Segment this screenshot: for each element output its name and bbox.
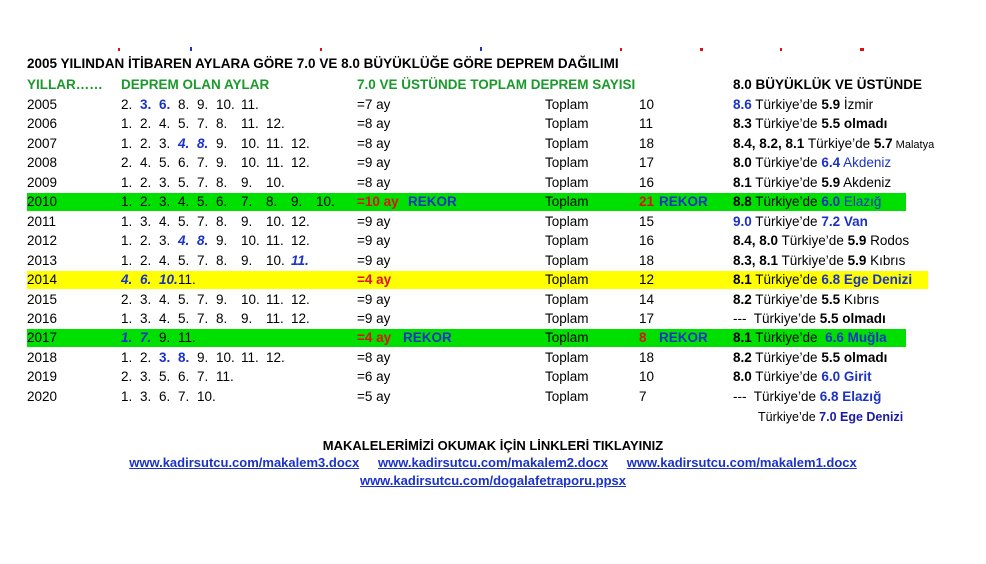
month-value: 11.	[178, 272, 196, 288]
eight-part: 8.6	[733, 97, 752, 112]
month-value: 10.	[159, 272, 178, 288]
month-value: 11.	[178, 330, 196, 346]
extra-line	[758, 410, 903, 424]
month-value: 4.	[159, 291, 171, 307]
month-value: 11.	[241, 349, 259, 365]
month-value: 9.	[216, 135, 228, 151]
count-cell: 21	[639, 194, 655, 210]
month-value: 2.	[140, 135, 152, 151]
month-value: 9.	[197, 349, 209, 365]
month-value: 5.	[197, 194, 209, 210]
year-cell: 2006	[27, 116, 58, 132]
month-value: 11.	[241, 116, 259, 132]
month-value: 10.	[216, 349, 235, 365]
month-value: 4.	[159, 310, 171, 326]
eight-part: Türkiye’de	[804, 135, 874, 151]
month-value: 8.	[216, 174, 228, 190]
month-value: 11.	[266, 291, 284, 307]
month-value: 10.	[266, 174, 285, 190]
eight-part: Türkiye’de	[751, 213, 822, 229]
eight-part: 5.9	[847, 252, 867, 268]
month-count-cell: =5 ay	[357, 388, 391, 404]
month-value: 2.	[140, 174, 152, 190]
month-value: 6.	[159, 97, 171, 112]
month-value: 2.	[140, 233, 152, 249]
page-title: 2005 YILINDAN İTİBAREN AYLARA GÖRE 7.0 VE 8.0 BÜYÜKLÜĞE GÖRE DEPREM DAĞILIMI	[27, 56, 619, 71]
month-count-cell: =4 ay	[357, 330, 392, 346]
month-value: 3.	[159, 349, 171, 365]
eight-part: 8.1	[733, 272, 752, 288]
month-value: 3.	[159, 174, 171, 190]
eight-cell	[733, 175, 891, 190]
link-makalem1[interactable]: www.kadirsutcu.com/makalem1.docx	[626, 455, 857, 470]
month-value: 11.	[266, 155, 284, 171]
month-value: 11.	[241, 97, 259, 112]
month-value: 1.	[121, 135, 133, 151]
month-value: 1.	[121, 349, 133, 365]
eight-part: 8.0	[733, 369, 752, 385]
count-cell: 17	[639, 155, 655, 171]
month-value: 3.	[140, 97, 152, 112]
month-value: 10.	[241, 233, 260, 249]
year-cell: 2015	[27, 291, 58, 307]
month-value: 9.	[197, 97, 209, 112]
month-count-cell: =7 ay	[357, 97, 391, 112]
toplam-label: Toplam	[545, 369, 589, 385]
month-count-cell: =9 ay	[357, 233, 391, 249]
eight-part: 8.2	[733, 291, 752, 307]
month-value: 12.	[266, 116, 285, 132]
eight-part: Türkiye’de	[751, 330, 826, 346]
toplam-label: Toplam	[545, 116, 589, 132]
table-row	[0, 114, 986, 134]
eight-part: Türkiye’de	[751, 97, 822, 112]
month-value: 11.	[266, 135, 284, 151]
eight-cell	[733, 116, 887, 131]
toplam-label: Toplam	[545, 233, 589, 249]
toplam-label: Toplam	[545, 291, 589, 307]
year-cell: 2018	[27, 349, 58, 365]
month-value: 6.	[216, 194, 228, 210]
table-row	[0, 251, 986, 271]
month-value: 8.	[216, 310, 228, 326]
month-value: 3.	[159, 135, 171, 151]
month-value: 5.	[178, 174, 190, 190]
month-value: 4.	[178, 194, 190, 210]
eight-part: Türkiye’de	[746, 388, 820, 404]
eight-part: Türkiye’de	[778, 252, 848, 268]
month-value: 6.	[178, 155, 190, 171]
table-row	[0, 309, 986, 329]
month-value: 7.	[197, 310, 209, 326]
year-cell: 2017	[27, 330, 58, 346]
toplam-label: Toplam	[545, 194, 589, 210]
year-cell: 2020	[27, 388, 58, 404]
month-value: 9.	[241, 174, 253, 190]
month-count-cell: =9 ay	[357, 213, 391, 229]
table-row	[0, 231, 986, 251]
year-cell: 2012	[27, 233, 58, 249]
eight-cell	[733, 194, 881, 209]
eight-cell	[733, 311, 886, 326]
eight-part: Türkiye’de	[746, 310, 820, 326]
eight-cell	[733, 253, 905, 268]
month-value: 4.	[140, 155, 152, 171]
year-cell: 2010	[27, 194, 58, 210]
month-count-cell: =9 ay	[357, 155, 391, 171]
month-value: 2.	[121, 369, 133, 385]
table-row	[0, 173, 986, 193]
count-cell: 10	[639, 369, 655, 385]
eight-part: Türkiye’de	[751, 291, 822, 307]
month-value: 2.	[140, 194, 152, 210]
count-rekor-label: REKOR	[659, 330, 708, 346]
month-value: 8.	[216, 116, 228, 132]
month-value: 1.	[121, 174, 133, 190]
count-cell: 16	[639, 174, 655, 190]
month-value: 5.	[159, 369, 171, 385]
month-value: 10.	[266, 252, 285, 268]
year-cell: 2008	[27, 155, 58, 171]
month-value: 8.	[266, 194, 278, 210]
eight-part: İzmir	[840, 97, 874, 112]
month-value: 5.	[159, 155, 171, 171]
month-count-cell: =8 ay	[357, 174, 391, 190]
link-makalem3[interactable]: www.kadirsutcu.com/makalem3.docx	[129, 455, 360, 470]
month-value: 4.	[178, 135, 190, 151]
eight-part: Türkiye’de	[778, 233, 848, 249]
rekor-label: REKOR	[403, 330, 452, 346]
month-value: 3.	[140, 388, 152, 404]
month-value: 12.	[291, 155, 310, 171]
month-value: 7.	[197, 174, 209, 190]
toplam-label: Toplam	[545, 252, 589, 268]
eight-part: 8.3, 8.1	[733, 252, 779, 268]
month-value: 3.	[140, 369, 152, 385]
month-value: 10.	[197, 388, 216, 404]
toplam-label: Toplam	[545, 349, 589, 365]
month-count-cell: =10 ay	[357, 194, 399, 210]
month-value: 5.	[178, 116, 190, 132]
month-value: 8.	[197, 135, 209, 151]
month-value: 1.	[121, 310, 133, 326]
month-value: 11.	[216, 369, 234, 385]
eight-part: 6.6 Muğla	[825, 330, 887, 346]
extra-line-value: 7.0 Ege Denizi	[819, 410, 904, 424]
eight-part: 8.0	[733, 155, 752, 171]
eight-part: Türkiye’de	[751, 155, 822, 171]
count-cell: 18	[639, 349, 655, 365]
month-value: 7.	[197, 155, 209, 171]
table-row	[0, 367, 986, 387]
eight-cell	[733, 292, 879, 307]
eight-part: 9.0	[733, 213, 752, 229]
month-value: 6.	[140, 272, 152, 288]
eight-part: 8.4, 8.2, 8.1	[733, 135, 805, 151]
month-value: 2.	[121, 155, 133, 171]
month-value: 10.	[266, 213, 285, 229]
year-cell: 2013	[27, 252, 58, 268]
eight-part: 5.5	[821, 291, 841, 307]
header-years: YILLAR……	[27, 77, 103, 92]
month-value: 4.	[121, 272, 133, 288]
month-value: 4.	[159, 252, 171, 268]
month-count-cell: =8 ay	[357, 116, 391, 132]
eight-part: 6.0	[821, 194, 841, 210]
eight-part: Türkiye’de	[751, 116, 822, 132]
toplam-label: Toplam	[545, 174, 589, 190]
month-value: 12.	[291, 233, 310, 249]
month-value: 1.	[121, 194, 133, 210]
eight-cell	[733, 155, 891, 170]
eight-cell	[733, 97, 873, 112]
toplam-label: Toplam	[545, 388, 589, 404]
table-row	[0, 212, 986, 232]
links-title: MAKALELERİMİZİ OKUMAK İÇİN LİNKLERİ TIKLAYINIZ	[322, 438, 664, 453]
toplam-label: Toplam	[545, 97, 589, 112]
table-row	[0, 348, 986, 368]
month-value: 5.	[178, 291, 190, 307]
eight-part: 5.9	[821, 97, 841, 112]
table-row	[0, 192, 986, 212]
month-value: 1.	[121, 116, 133, 132]
header-total: 7.0 VE ÜSTÜNDE TOPLAM DEPREM SAYISI	[357, 77, 636, 92]
eight-part: 5.5 olmadı	[821, 116, 888, 132]
month-value: 11.	[266, 233, 284, 249]
month-value: 7.	[241, 194, 253, 210]
count-cell: 18	[639, 252, 655, 268]
count-cell: 8	[639, 330, 647, 346]
month-value: 4.	[159, 213, 171, 229]
month-value: 3.	[140, 291, 152, 307]
table-row	[0, 387, 986, 407]
month-value: 4.	[159, 116, 171, 132]
eight-cell	[733, 272, 912, 287]
month-value: 12.	[266, 349, 285, 365]
month-value: 2.	[121, 291, 133, 307]
count-cell: 12	[639, 272, 655, 288]
month-value: 2.	[140, 252, 152, 268]
links-row-2	[0, 473, 986, 488]
eight-part: Türkiye’de	[751, 194, 822, 210]
eight-part: Rodos	[866, 233, 910, 249]
month-value: 2.	[140, 349, 152, 365]
eight-part: 6.0 Girit	[821, 369, 872, 385]
month-value: 3.	[159, 194, 171, 210]
eight-part: 5.5 olmadı	[819, 310, 886, 326]
eight-part: Elazığ	[840, 194, 882, 210]
year-cell: 2014	[27, 272, 58, 288]
month-value: 2.	[121, 97, 133, 112]
month-value: 1.	[121, 388, 133, 404]
month-count-cell: =8 ay	[357, 135, 391, 151]
eight-part: ---	[733, 310, 747, 326]
eight-part: 6.4	[821, 155, 841, 171]
month-value: 12.	[291, 310, 310, 326]
month-value: 10.	[241, 155, 260, 171]
month-value: 9.	[216, 233, 228, 249]
eight-part: Türkiye’de	[751, 174, 822, 190]
link-makalem2[interactable]: www.kadirsutcu.com/makalem2.docx	[378, 455, 608, 470]
eight-part: 5.9	[821, 174, 841, 190]
year-cell: 2009	[27, 174, 58, 190]
eight-part: Kıbrıs	[840, 291, 880, 307]
month-value: 2.	[140, 116, 152, 132]
month-value: 9.	[241, 213, 253, 229]
toplam-label: Toplam	[545, 272, 589, 288]
month-value: 7.	[197, 213, 209, 229]
month-value: 1.	[121, 330, 133, 346]
month-value: 7.	[197, 369, 209, 385]
eight-cell	[733, 369, 872, 384]
month-value: 1.	[121, 213, 133, 229]
eight-part: 6.8 Ege Denizi	[821, 272, 913, 288]
month-value: 10.	[241, 291, 260, 307]
month-count-cell: =8 ay	[357, 349, 391, 365]
eight-part: 7.2 Van	[821, 213, 868, 229]
month-value: 5.	[178, 310, 190, 326]
month-value: 9.	[241, 310, 253, 326]
month-value: 7.	[197, 252, 209, 268]
toplam-label: Toplam	[545, 155, 589, 171]
month-count-cell: =6 ay	[357, 369, 391, 385]
eight-part: 8.1	[733, 330, 752, 346]
eight-part: 8.3	[733, 116, 752, 132]
month-value: 1.	[121, 252, 133, 268]
eight-part: 8.1	[733, 174, 752, 190]
month-count-cell: =9 ay	[357, 310, 391, 326]
year-cell: 2005	[27, 97, 58, 112]
eight-part: 8.8	[733, 194, 752, 210]
month-value: 11.	[266, 310, 284, 326]
month-value: 10.	[316, 194, 335, 210]
month-value: 10.	[241, 135, 260, 151]
eight-part: Türkiye’de	[751, 272, 822, 288]
month-value: 6.	[159, 388, 171, 404]
month-count-cell: =9 ay	[357, 291, 391, 307]
count-cell: 18	[639, 135, 655, 151]
count-cell: 15	[639, 213, 655, 229]
links-row-1	[0, 455, 986, 470]
month-value: 7.	[197, 291, 209, 307]
eight-part: ---	[733, 388, 747, 404]
year-cell: 2016	[27, 310, 58, 326]
table-row	[0, 134, 986, 154]
month-value: 3.	[159, 233, 171, 249]
month-value: 9.	[241, 252, 253, 268]
month-value: 12.	[291, 213, 310, 229]
month-value: 4.	[178, 233, 190, 249]
table-row	[0, 328, 986, 348]
month-value: 11.	[291, 252, 309, 268]
count-cell: 16	[639, 233, 655, 249]
eight-cell	[733, 389, 881, 404]
table-row	[0, 290, 986, 310]
toplam-label: Toplam	[545, 135, 589, 151]
count-rekor-label: REKOR	[659, 194, 708, 210]
month-value: 10.	[216, 97, 235, 112]
month-value: 9.	[159, 330, 171, 346]
count-cell: 7	[639, 388, 647, 404]
eight-part: 8.4, 8.0	[733, 233, 779, 249]
extra-line-prefix: Türkiye’de	[758, 410, 820, 424]
month-value: 3.	[140, 213, 152, 229]
month-value: 7.	[178, 388, 190, 404]
eight-part: 5.7	[873, 135, 893, 151]
eight-part: Akdeniz	[840, 174, 892, 190]
month-value: 7.	[140, 330, 152, 346]
month-value: 8.	[178, 97, 190, 112]
month-value: 8.	[178, 349, 190, 365]
month-count-cell: =4 ay	[357, 272, 392, 288]
eight-cell	[733, 214, 868, 229]
month-value: 9.	[216, 291, 228, 307]
year-cell: 2011	[27, 213, 57, 229]
month-value: 7.	[197, 116, 209, 132]
eight-cell	[733, 233, 909, 248]
month-value: 8.	[216, 252, 228, 268]
month-value: 6.	[178, 369, 190, 385]
year-cell: 2019	[27, 369, 58, 385]
month-value: 5.	[178, 252, 190, 268]
toplam-label: Toplam	[545, 213, 589, 229]
table-row	[0, 153, 986, 173]
table-row	[0, 270, 986, 290]
eight-part: Türkiye’de	[751, 369, 822, 385]
table-row	[0, 95, 986, 115]
eight-part: 8.2	[733, 349, 752, 365]
month-value: 9.	[216, 155, 228, 171]
count-cell: 17	[639, 310, 655, 326]
month-value: 9.	[291, 194, 303, 210]
count-cell: 11	[639, 116, 654, 132]
eight-part: Türkiye’de	[751, 349, 822, 365]
eight-part: 6.8 Elazığ	[819, 388, 882, 404]
month-value: 8.	[197, 233, 209, 249]
header-months: DEPREM OLAN AYLAR	[121, 77, 270, 92]
eight-part: 5.9	[847, 233, 867, 249]
cropped-top-marks	[0, 40, 986, 48]
eight-part: 5.5 olmadı	[821, 349, 888, 365]
eight-cell	[733, 330, 887, 345]
count-cell: 10	[639, 97, 655, 112]
rekor-label: REKOR	[408, 194, 457, 210]
month-value: 12.	[291, 135, 310, 151]
month-value: 1.	[121, 233, 133, 249]
toplam-label: Toplam	[545, 310, 589, 326]
eight-cell	[733, 136, 934, 151]
month-value: 3.	[140, 310, 152, 326]
year-cell: 2007	[27, 135, 58, 151]
toplam-label: Toplam	[545, 330, 589, 346]
eight-cell	[733, 350, 887, 365]
eight-part: Malatya	[892, 138, 935, 151]
header-eight: 8.0 BÜYÜKLÜK VE ÜSTÜNDE	[733, 77, 923, 92]
count-cell: 14	[639, 291, 655, 307]
eight-part: Kıbrıs	[866, 252, 906, 268]
eight-part: Akdeniz	[840, 155, 892, 171]
month-value: 12.	[291, 291, 310, 307]
month-count-cell: =9 ay	[357, 252, 391, 268]
month-value: 8.	[216, 213, 228, 229]
link-dogalafetraporu[interactable]: www.kadirsutcu.com/dogalafetraporu.ppsx	[359, 473, 627, 488]
month-value: 5.	[178, 213, 190, 229]
